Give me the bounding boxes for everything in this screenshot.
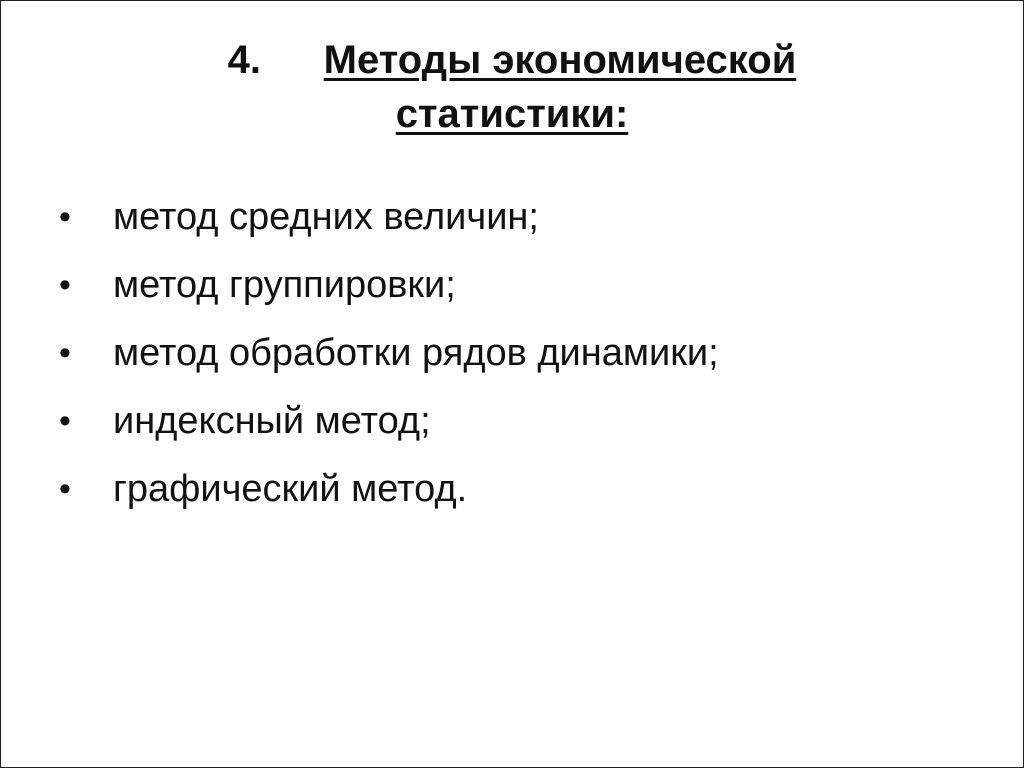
title-line-1 <box>1 33 1023 87</box>
title-text-line-1: Методы экономической <box>323 38 797 82</box>
list-item-text: метод группировки; <box>113 264 456 306</box>
bullet-icon: • <box>59 334 71 372</box>
slide-title <box>1 33 1023 141</box>
title-text-line-2: статистики: <box>395 92 629 136</box>
list-item-text: метод средних величин; <box>113 196 539 238</box>
list-item-text: индексный метод; <box>113 400 431 442</box>
title-number: 4. <box>227 38 262 82</box>
bullet-icon: • <box>59 470 71 508</box>
bullet-icon: • <box>59 402 71 440</box>
bullet-icon: • <box>59 266 71 304</box>
list-item-text: графический метод. <box>113 468 468 510</box>
list-item-text: метод обработки рядов динамики; <box>113 332 719 374</box>
bullet-icon: • <box>59 198 71 236</box>
